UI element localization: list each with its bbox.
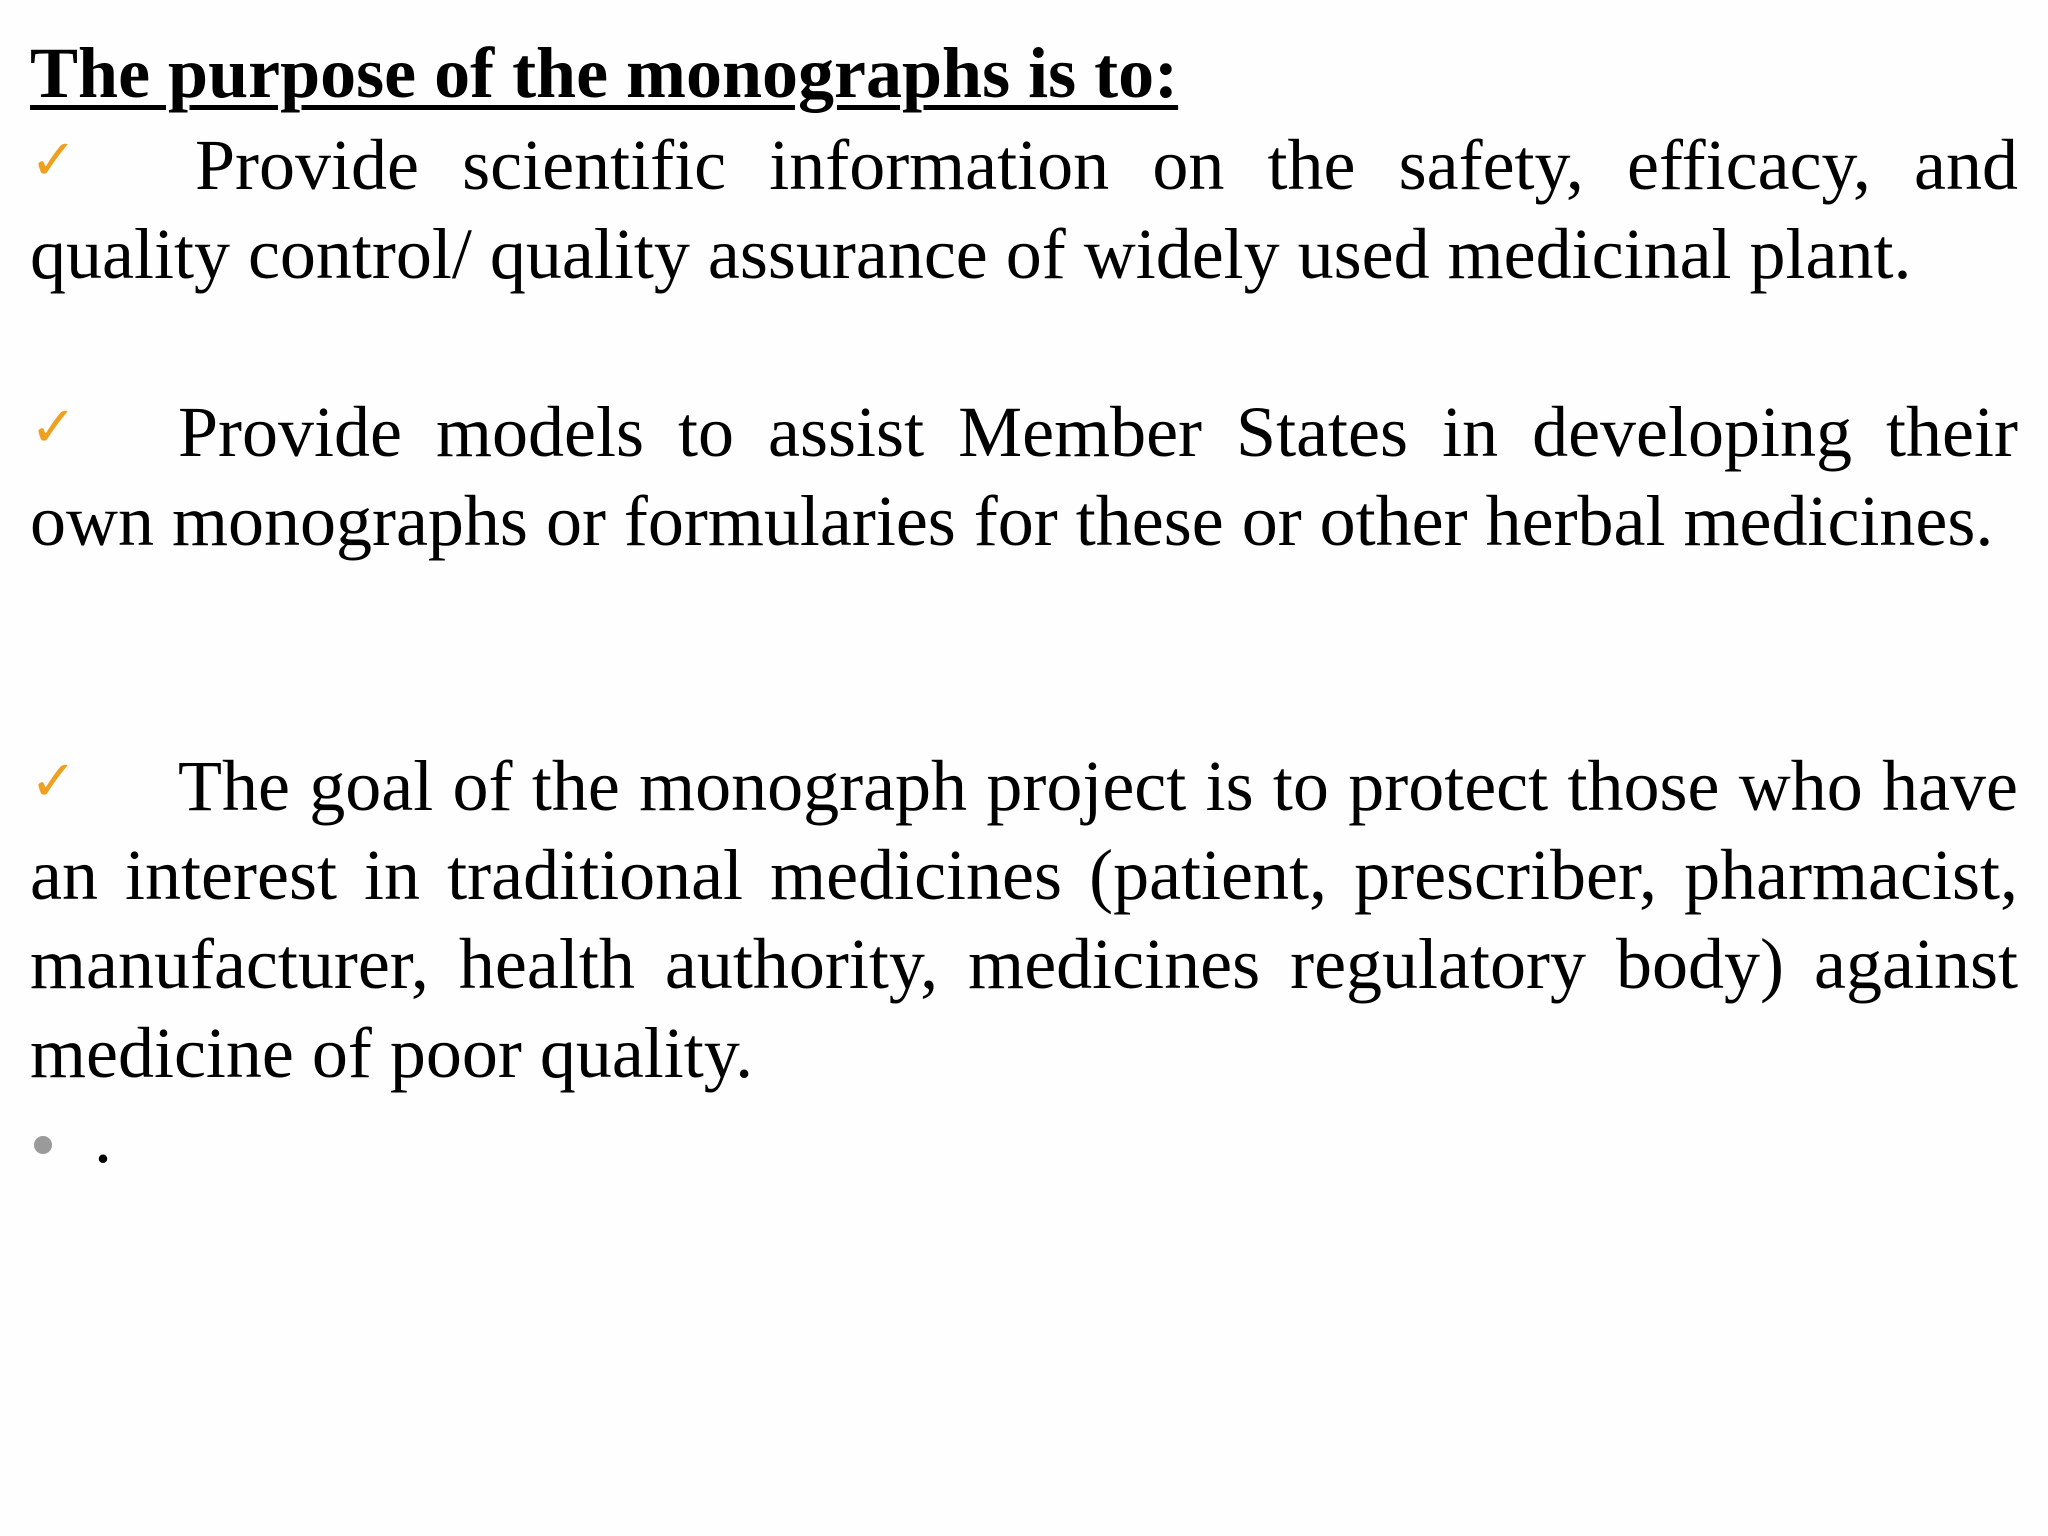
list-item — [30, 742, 2018, 1098]
list-item-text: Provide models to assist Member States in developing their own monographs or formularies for these or other herbal medicines. — [30, 392, 2018, 561]
trailing-bullet-item — [34, 1098, 112, 1178]
bullet-dot-icon — [34, 1136, 52, 1154]
slide-title: The purpose of the monographs is to: — [30, 33, 1179, 113]
list-item-text: The goal of the monograph project is to protect those who have an interest in traditional medicines (patient, prescriber, pharmacist, manufacturer, health authority, medicines regulatory body) against medicine of poor quality. — [30, 746, 2018, 1093]
check-icon: ✓ — [30, 128, 77, 193]
check-icon: ✓ — [30, 749, 77, 814]
check-icon: ✓ — [30, 395, 77, 460]
list-item — [30, 388, 2018, 566]
list-item — [30, 121, 2018, 299]
list-item-text: Provide scientific information on the safety, efficacy, and quality control/ quality assurance of widely used medicinal plant. — [30, 125, 2018, 294]
trailing-bullet-text: . — [94, 1098, 112, 1178]
